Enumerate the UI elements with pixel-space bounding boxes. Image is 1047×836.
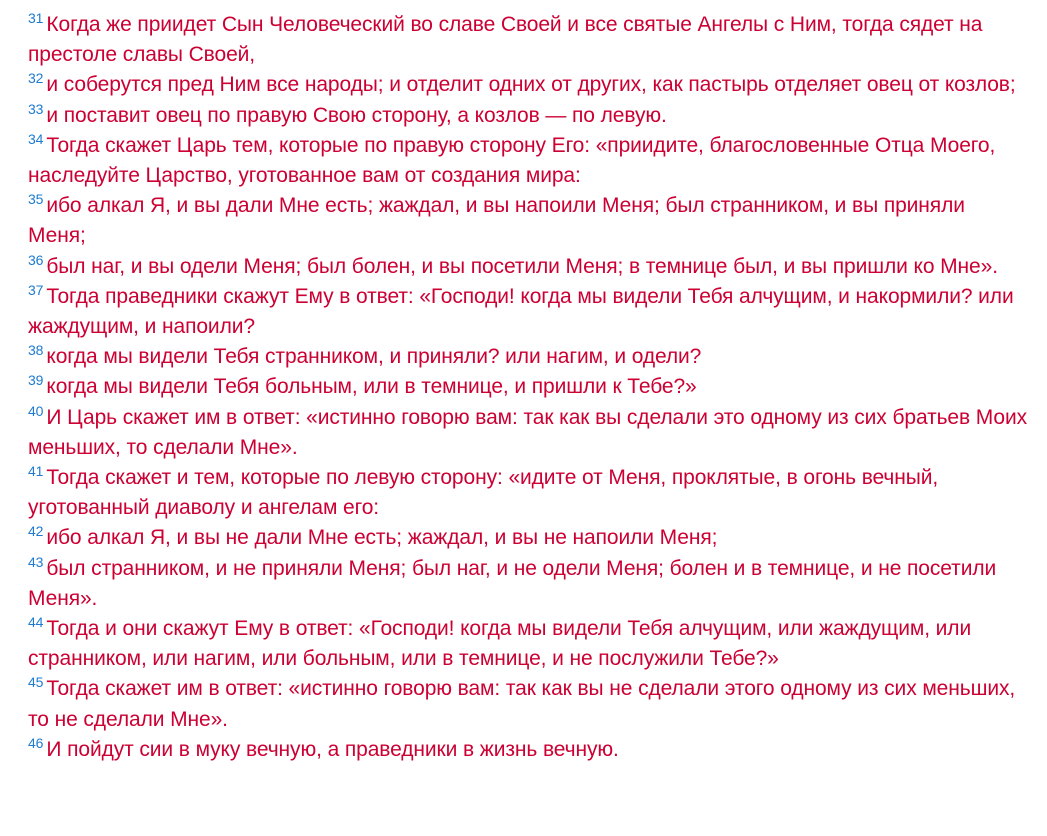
verse-number-link[interactable]: 38	[28, 342, 44, 359]
verse-text: Когда же приидет Сын Человеческий во славе Своей и все святые Ангелы с Ним, тогда сядет на престоле славы Своей,	[28, 13, 983, 67]
verse-text: и соберутся пред Ним все народы; и отделит одних от других, как пастырь отделяет овец от козлов;	[46, 73, 1016, 97]
verse-number-link[interactable]: 46	[28, 734, 44, 751]
verse-36	[28, 252, 1028, 282]
verse-text: Тогда и они скажут Ему в ответ: «Господи! когда мы видели Тебя алчущим, или жаждущим, или странником, или нагим, или больным, или в темнице, и не послужили Тебе?»	[28, 617, 972, 671]
verse-text: И Царь скажет им в ответ: «истинно говорю вам: так как вы сделали это одному из сих братьев Моих меньших, то сделали Мне».	[28, 405, 1028, 459]
verse-38	[28, 342, 1028, 372]
verse-number-link[interactable]: 32	[28, 70, 44, 87]
verse-42	[28, 523, 1028, 553]
verse-37	[28, 282, 1028, 342]
verse-number-link[interactable]: 34	[28, 130, 44, 147]
verse-text: ибо алкал Я, и вы не дали Мне есть; жаждал, и вы не напоили Меня;	[46, 526, 718, 550]
verse-34	[28, 131, 1028, 191]
verse-text: был наг, и вы одели Меня; был болен, и вы посетили Меня; в темнице был, и вы пришли ко Мне».	[46, 254, 998, 278]
verse-text: Тогда скажет и тем, которые по левую сторону: «идите от Меня, проклятые, в огонь вечный, уготованный диаволу и ангелам его:	[28, 466, 939, 520]
verse-text: и поставит овец по правую Свою сторону, а козлов — по левую.	[46, 103, 667, 127]
verse-number-link[interactable]: 42	[28, 523, 44, 540]
verse-45	[28, 674, 1028, 734]
verse-number-link[interactable]: 36	[28, 251, 44, 268]
verse-number-link[interactable]: 44	[28, 614, 44, 631]
verse-number-link[interactable]: 43	[28, 553, 44, 570]
verse-40	[28, 403, 1028, 463]
verse-number-link[interactable]: 37	[28, 281, 44, 298]
verse-46	[28, 735, 1028, 765]
verse-text: ибо алкал Я, и вы дали Мне есть; жаждал, и вы напоили Меня; был странником, и вы приняли Меня;	[28, 194, 965, 248]
verse-33	[28, 101, 1028, 131]
verse-number-link[interactable]: 41	[28, 463, 44, 480]
verse-35	[28, 191, 1028, 251]
verse-text: когда мы видели Тебя больным, или в темнице, и пришли к Тебе?»	[46, 375, 697, 399]
verse-text: когда мы видели Тебя странником, и приняли? или нагим, и одели?	[46, 345, 702, 369]
verse-number-link[interactable]: 45	[28, 674, 44, 691]
verse-number-link[interactable]: 35	[28, 191, 44, 208]
verse-number-link[interactable]: 39	[28, 372, 44, 389]
verse-number-link[interactable]: 40	[28, 402, 44, 419]
verse-text: Тогда праведники скажут Ему в ответ: «Господи! когда мы видели Тебя алчущим, и накормили? или жаждущим, и напоили?	[28, 284, 1014, 339]
verse-43	[28, 554, 1028, 614]
verse-32	[28, 70, 1028, 100]
verse-text: был странником, и не приняли Меня; был наг, и не одели Меня; болен и в темнице, и не посетили Меня».	[28, 556, 997, 610]
verse-number-link[interactable]: 33	[28, 100, 44, 117]
verse-text: Тогда скажет им в ответ: «истинно говорю вам: так как вы не сделали этого одному из сих меньших, то не сделали Мне».	[28, 677, 1016, 731]
verse-41	[28, 463, 1028, 523]
verse-number-link[interactable]: 31	[28, 10, 44, 26]
scripture-passage	[28, 10, 1028, 765]
verse-44	[28, 614, 1028, 674]
verse-39	[28, 372, 1028, 402]
verse-text: Тогда скажет Царь тем, которые по правую сторону Его: «приидите, благословенные Отца Моего, наследуйте Царство, уготованное вам от создания мира:	[28, 133, 996, 188]
verse-text: И пойдут сии в муку вечную, а праведники в жизнь вечную.	[46, 737, 619, 761]
verse-31	[28, 10, 1028, 70]
